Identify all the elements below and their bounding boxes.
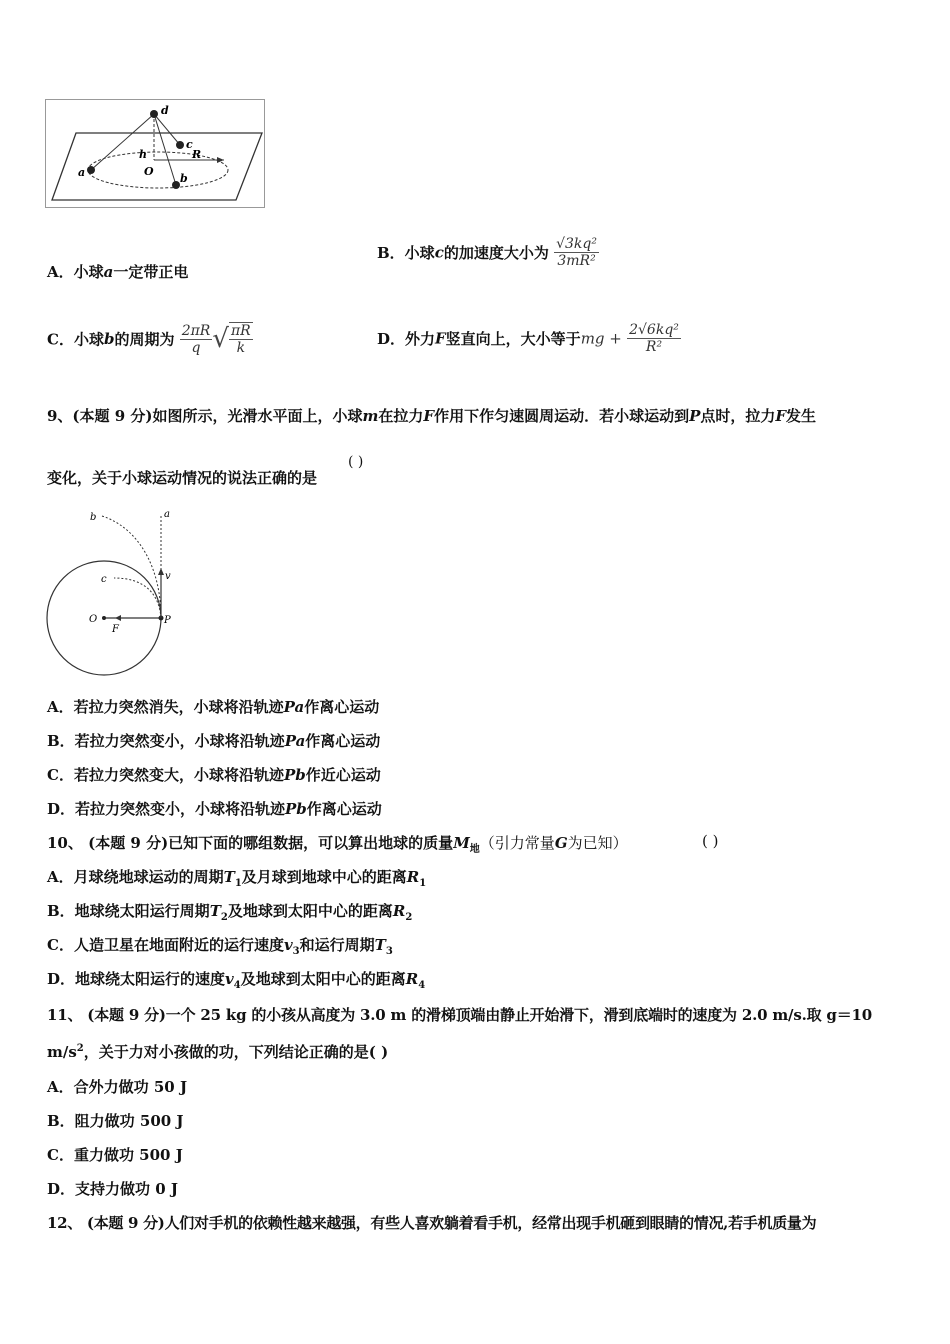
q8-option-b-fraction	[554, 236, 599, 269]
q8-option-b-denominator: 3mR²	[557, 253, 596, 269]
figure-circular-motion-svg	[44, 508, 194, 686]
q10-text-2: （引力常量	[479, 834, 555, 852]
q9-var-m: m	[362, 407, 379, 425]
q11-unit: m/s	[47, 1043, 77, 1061]
q10-option-a-mid: 及月球到地球中心的距离	[241, 868, 407, 886]
q11-option-d[interactable]: D．支持力做功 0 J	[47, 1180, 178, 1198]
q9-stem-line2: 变化，关于小球运动情况的说法正确的是	[47, 469, 318, 487]
q9-option-a-post: 作离心运动	[304, 698, 380, 716]
q8-option-d-prefix: D．外力	[377, 330, 436, 348]
q11-stem-line2	[47, 1041, 388, 1062]
q10-option-a-R: R	[406, 868, 420, 886]
q10-answer-paren[interactable]: ( )	[702, 832, 719, 850]
q9-option-c-post: 作近心运动	[305, 766, 381, 784]
fig2-label-a: a	[164, 509, 170, 520]
q8-option-c-fraction	[180, 323, 213, 356]
q8-option-a-prefix: A．小球	[47, 263, 104, 281]
q11-option-a[interactable]: A．合外力做功 50 J	[47, 1078, 188, 1096]
q10-option-c-mid: 和运行周期	[299, 936, 375, 954]
orbit-ellipse	[88, 152, 228, 188]
figure-circular-motion	[44, 508, 194, 686]
q10-option-c-v: v	[283, 936, 293, 954]
q8-option-b-prefix: B．小球	[377, 244, 435, 262]
q8-option-d-denominator: R²	[645, 339, 663, 355]
line-d-a	[91, 114, 154, 170]
q8-option-d[interactable]	[377, 322, 681, 355]
q11-text: ，关于力对小孩做的功，下列结论正确的是( )	[83, 1043, 389, 1061]
figure-charged-balls-svg	[46, 100, 264, 207]
q8-option-c-suffix: 的周期为	[114, 330, 175, 349]
q10-var-G: G	[554, 834, 568, 852]
ball-a	[87, 166, 95, 174]
q9-option-a-path: Pa	[283, 698, 305, 716]
ball-d	[150, 110, 158, 118]
q10-option-d-v-sub: 4	[233, 980, 241, 991]
figure-charged-balls	[45, 99, 265, 208]
q11-stem-line1: 11、 (本题 9 分)一个 25 kg 的小孩从高度为 3.0 m 的滑梯顶端由静止开始滑下，滑到底端时的速度为 2.0 m/s.取 g＝10	[47, 1006, 872, 1024]
q9-option-b-post: 作离心运动	[305, 732, 381, 750]
q8-option-d-var: F	[435, 329, 446, 348]
q10-option-c-T: T	[374, 936, 386, 954]
fig2-label-P: P	[164, 615, 171, 626]
q10-option-b[interactable]	[47, 900, 412, 923]
q11-option-b[interactable]: B．阻力做功 500 J	[47, 1112, 184, 1130]
q10-option-b-text: B．地球绕太阳运行周期	[47, 902, 210, 920]
line-d-b	[154, 114, 176, 185]
fig2-label-c: c	[101, 574, 107, 585]
q10-var-M-sub: 地	[469, 844, 480, 855]
q8-option-b[interactable]	[377, 236, 599, 269]
q10-option-a-text: A．月球绕地球运动的周期	[47, 868, 224, 886]
center-O	[102, 616, 106, 620]
q10-option-b-R: R	[392, 902, 406, 920]
q9-text-3: 作用下作匀速圆周运动．若小球运动到	[434, 407, 690, 425]
fig1-label-b: b	[180, 172, 188, 185]
force-arrow	[115, 615, 121, 621]
q10-option-d-R: R	[405, 970, 419, 988]
q11-unit-sup: 2	[76, 1043, 84, 1054]
q8-option-b-suffix: 的加速度大小为	[443, 244, 549, 262]
q9-stem-line1	[47, 405, 816, 426]
velocity-arrow	[158, 568, 164, 575]
q10-option-c[interactable]	[47, 934, 393, 957]
q10-option-a-T: T	[223, 868, 235, 886]
q9-option-c[interactable]	[47, 764, 381, 785]
q8-option-c[interactable]	[47, 322, 253, 356]
q8-option-c-numerator: 2πR	[181, 322, 211, 339]
q8-option-c-sqrt-numerator: πR	[230, 323, 251, 339]
ball-c	[176, 141, 184, 149]
q9-option-c-pre: C．若拉力突然变大，小球将沿轨迹	[47, 766, 284, 784]
q9-option-a-pre: A．若拉力突然消失，小球将沿轨迹	[47, 698, 284, 716]
q10-text-1: 10、 (本题 9 分)已知下面的哪组数据，可以算出地球的质量	[47, 834, 454, 852]
fig1-label-a: a	[78, 166, 86, 179]
q8-option-d-numerator: 2√6kq²	[629, 322, 679, 338]
q9-option-b-pre: B．若拉力突然变小，小球将沿轨迹	[47, 732, 285, 750]
sqrt-sign-icon: √	[212, 324, 229, 354]
q9-text-2: 在拉力	[378, 407, 424, 425]
fig2-label-b: b	[90, 512, 97, 523]
q9-text-1: 9、(本题 9 分)如图所示，光滑水平面上，小球	[47, 407, 363, 425]
q8-option-a-var: a	[103, 263, 114, 281]
q10-option-d-mid: 及地球到太阳中心的距离	[240, 970, 406, 988]
q9-option-d-post: 作离心运动	[306, 800, 382, 818]
path-Pc	[114, 578, 161, 618]
q8-option-b-var: c	[434, 243, 444, 262]
q8-option-a-suffix: 一定带正电	[113, 263, 189, 281]
q10-option-b-mid: 及地球到太阳中心的距离	[227, 902, 393, 920]
q8-option-d-fraction	[627, 322, 681, 355]
path-Pb	[102, 516, 161, 618]
q10-text-3: 为已知）	[567, 834, 628, 852]
q9-option-d-pre: D．若拉力突然变小，小球将沿轨迹	[47, 800, 286, 818]
fig1-label-R: R	[192, 148, 202, 161]
q10-option-d-v: v	[225, 970, 234, 988]
q8-option-d-mg: mg +	[580, 329, 622, 348]
q9-answer-paren[interactable]: ( )	[348, 454, 364, 470]
q9-text-5: 发生	[786, 407, 817, 425]
q10-option-c-T-sub: 3	[385, 946, 393, 957]
q9-option-b-path: Pa	[284, 732, 306, 750]
q10-stem	[47, 832, 628, 855]
q9-option-b[interactable]	[47, 730, 380, 751]
fig1-label-c: c	[186, 138, 193, 151]
fig2-label-O: O	[89, 614, 98, 625]
q12-stem-line1: 12、 (本题 9 分)人们对手机的依赖性越来越强，有些人喜欢躺着看手机，经常出现手机砸到眼睛的情况,若手机质量为	[47, 1214, 817, 1232]
q10-option-a-T-sub: 1	[234, 878, 242, 889]
q10-option-b-T-sub: 2	[220, 912, 228, 923]
q9-text-4: 点时，拉力	[700, 407, 776, 425]
q10-option-d-text: D．地球绕太阳运行的速度	[47, 970, 226, 988]
fig1-label-d: d	[161, 104, 169, 117]
q10-option-b-R-sub: 2	[405, 912, 413, 923]
q9-var-P: P	[689, 407, 701, 425]
q8-option-c-var: b	[103, 330, 115, 348]
q9-option-a[interactable]	[47, 696, 379, 717]
q10-option-d[interactable]	[47, 968, 425, 991]
q8-option-d-suffix: 竖直向上，大小等于	[445, 330, 581, 348]
q9-option-d-path: Pb	[285, 800, 307, 818]
line-d-c	[154, 114, 180, 145]
q9-option-c-path: Pb	[283, 766, 306, 784]
q10-option-a[interactable]	[47, 866, 426, 889]
q10-option-c-v-sub: 3	[292, 946, 300, 957]
q8-option-c-denominator: q	[191, 339, 201, 356]
q9-var-F1: F	[423, 407, 435, 425]
q8-option-c-sqrt-denominator: k	[236, 340, 246, 356]
fig1-label-O: O	[144, 165, 154, 178]
q8-option-c-prefix: C．小球	[47, 330, 104, 349]
q10-option-a-R-sub: 1	[419, 878, 427, 889]
radius-arrow	[217, 157, 224, 163]
q10-option-d-R-sub: 4	[418, 980, 426, 991]
q10-option-b-T: T	[209, 902, 221, 920]
q8-option-c-sqrt-fraction	[229, 322, 253, 356]
fig2-label-v: v	[165, 571, 171, 582]
q9-var-F2: F	[775, 407, 787, 425]
q8-option-a[interactable]	[47, 261, 188, 282]
q9-option-d[interactable]	[47, 798, 382, 819]
q10-option-c-text: C．人造卫星在地面附近的运行速度	[47, 936, 284, 954]
fig2-label-F: F	[112, 624, 119, 635]
q11-option-c[interactable]: C．重力做功 500 J	[47, 1146, 183, 1164]
q8-option-b-numerator: √3kq²	[556, 236, 597, 252]
ball-b	[172, 181, 180, 189]
fig1-label-h: h	[139, 148, 147, 161]
q10-var-M: M	[453, 834, 470, 852]
